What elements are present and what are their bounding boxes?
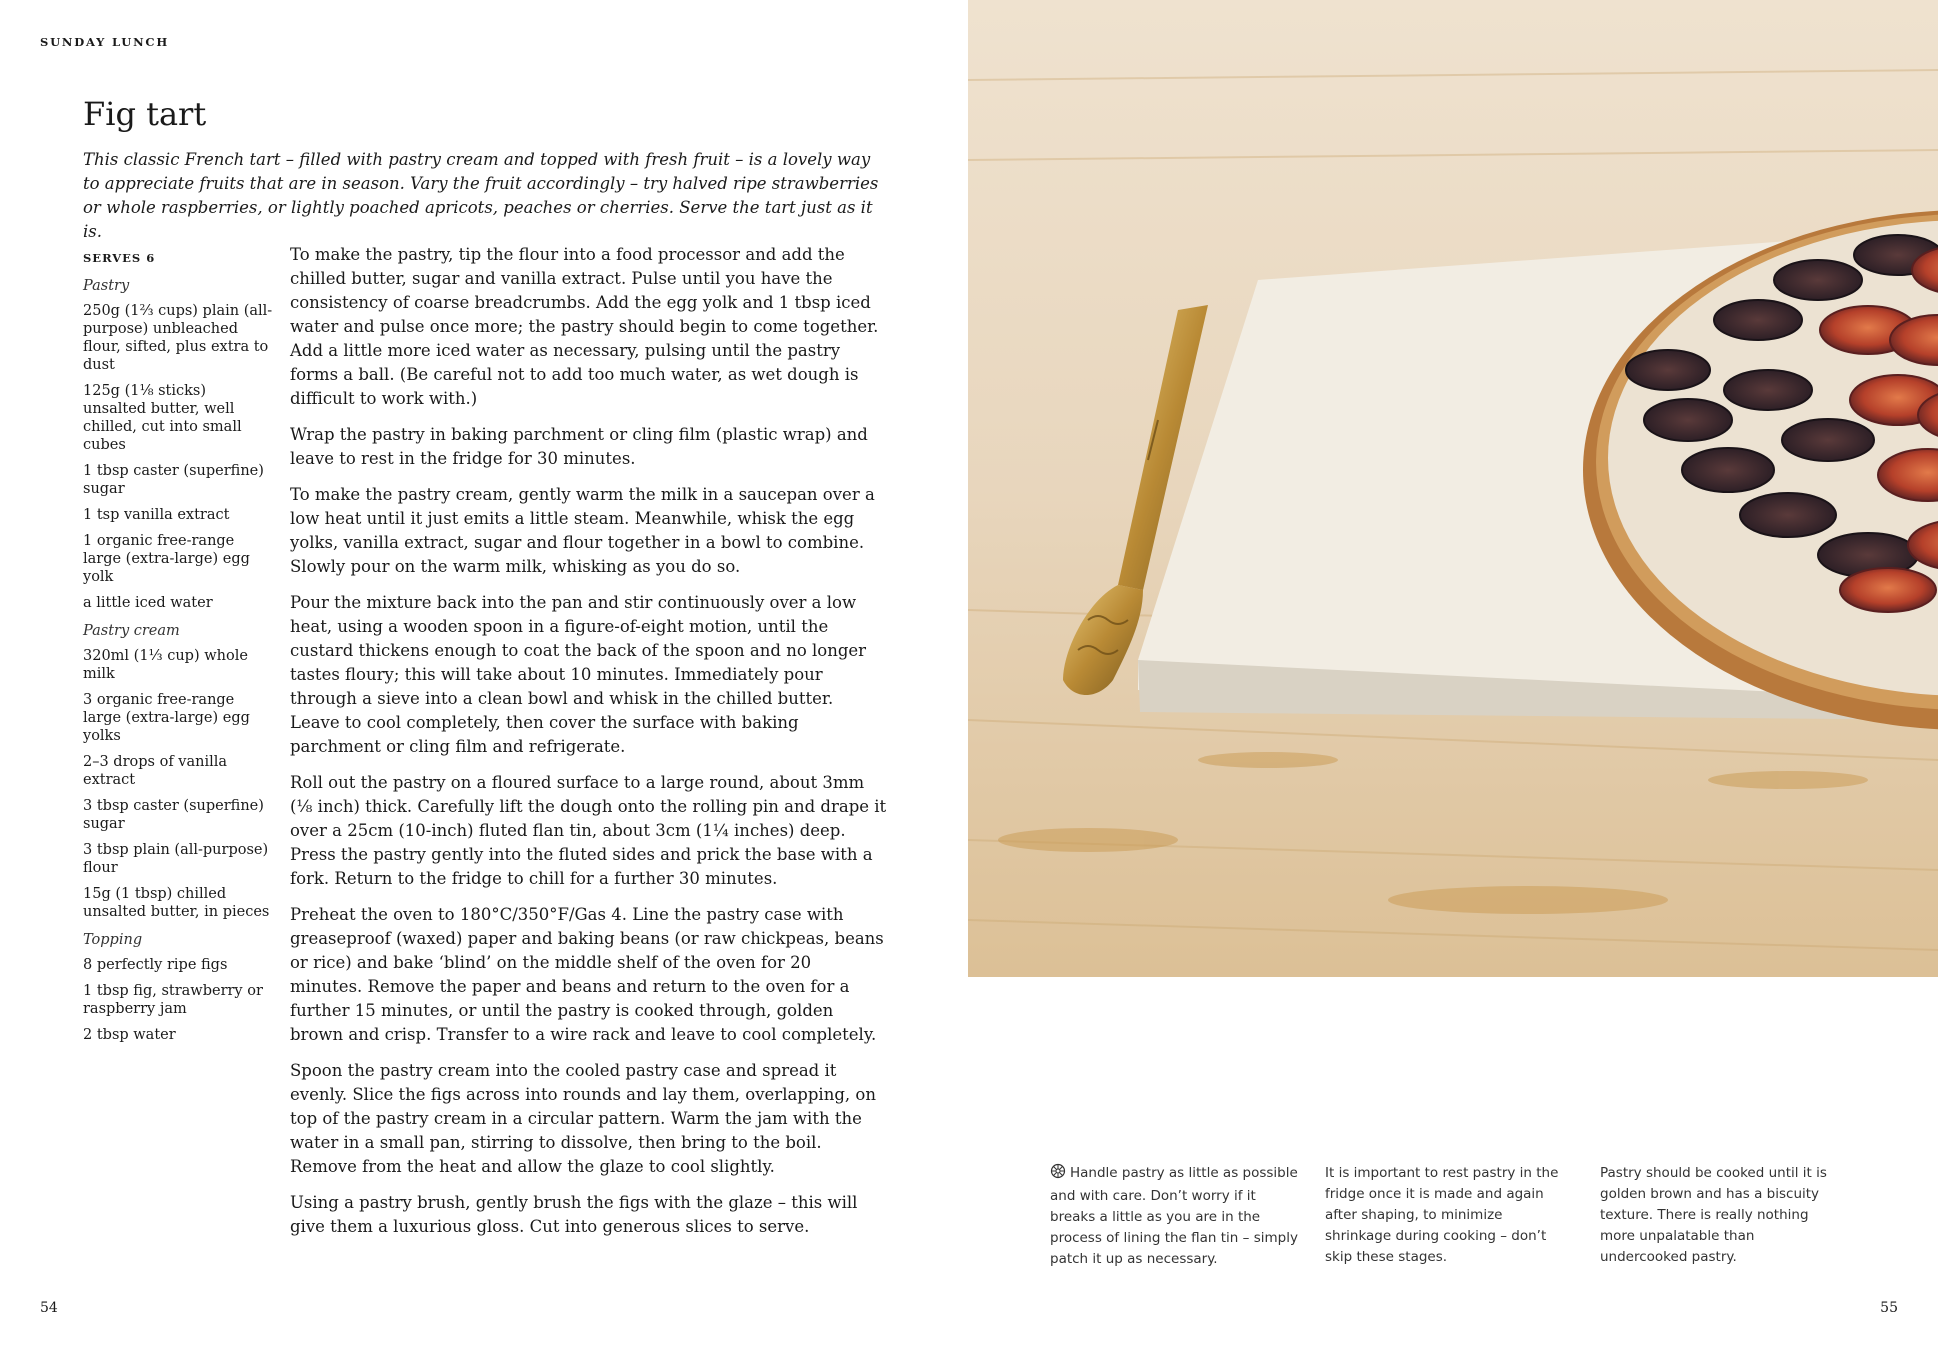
tip-text: Handle pastry as little as possible and with care. Don’t worry if it breaks a little as you are in the process of lining the flan tin – simply patch it up as necessary.: [1050, 1165, 1298, 1267]
right-page: [968, 0, 1938, 1353]
ingredient-item: 3 tbsp plain (all-purpose) flour: [83, 842, 269, 876]
method-column: [290, 243, 888, 1251]
method-paragraph: To make the pastry, tip the flour into a food processor and add the chilled butter, sugar and vanilla extract. Pulse until you have the consistency of coarse breadcrumbs. Add the egg yolk and 1 tbsp iced water and pulse once more; the pastry should begin to come together. Add a little more iced water as necessary, pulsing until the pastry forms a ball. (Be careful not to add too much water, as wet dough is difficult to work with.): [290, 245, 879, 408]
method-paragraph: Using a pastry brush, gently brush the figs with the glaze – this will give them a luxurious gloss. Cut into generous slices to serve.: [290, 1193, 858, 1236]
method-paragraph: Roll out the pastry on a floured surface to a large round, about 3mm (⅛ inch) thick. Carefully lift the dough onto the rolling pin and drape it over a 25cm (10-inch) fluted flan tin, about 3cm (1¼ inches) deep. Press the pastry gently into the fluted sides and prick the base with a fork. Return to the fridge to chill for a further 30 minutes.: [290, 773, 887, 888]
ingredients-column: [83, 249, 273, 1052]
recipe-intro: This classic French tart – filled with pastry cream and topped with fresh fruit – is a lovely way to appreciate fruits that are in season. Vary the fruit accordingly – try halved ripe strawberries or whole raspberries, or lightly poached apricots, peaches or cherries. Serve the tart just as it is.: [83, 150, 879, 241]
ingredient-item: 250g (1⅔ cups) plain (all-purpose) unbleached flour, sifted, plus extra to dust: [83, 303, 273, 373]
fig-tart-photo: [968, 0, 1938, 977]
running-head: SUNDAY LUNCH: [40, 35, 169, 49]
ingredient-item: 15g (1 tbsp) chilled unsalted butter, in pieces: [83, 886, 270, 920]
ingredient-item: 8 perfectly ripe figs: [83, 957, 228, 973]
ingredient-item: 125g (1⅛ sticks) unsalted butter, well chilled, cut into small cubes: [83, 383, 242, 453]
ingredient-item: 1 organic free-range large (extra-large) egg yolk: [83, 533, 250, 585]
serves-label: SERVES 6: [83, 251, 156, 265]
left-page: [0, 0, 968, 1353]
method-paragraph: To make the pastry cream, gently warm the milk in a saucepan over a low heat until it just emits a little steam. Meanwhile, whisk the egg yolks, vanilla extract, sugar and flour together in a bowl to combine. Slowly pour on the warm milk, whisking as you do so.: [290, 485, 875, 576]
method-paragraph: Spoon the pastry cream into the cooled pastry case and spread it evenly. Slice the figs across into rounds and lay them, overlapping, on top of the pastry cream in a circular pattern. Warm the jam with the water in a small pan, stirring to dissolve, then bring to the boil. Remove from the heat and allow the glaze to cool slightly.: [290, 1061, 876, 1176]
method-paragraph: Wrap the pastry in baking parchment or cling film (plastic wrap) and leave to rest in the fridge for 30 minutes.: [290, 425, 868, 468]
ingredient-section-heading: Pastry cream: [83, 623, 180, 639]
ingredient-item: a little iced water: [83, 595, 213, 611]
method-paragraph: Pour the mixture back into the pan and stir continuously over a low heat, using a wooden spoon in a figure-of-eight motion, until the custard thickens enough to coat the back of the spoon and no longer tastes floury; this will take about 10 minutes. Immediately pour through a sieve into a clean bowl and whisk in the chilled butter. Leave to cool completely, then cover the surface with baking parchment or cling film and refrigerate.: [290, 593, 867, 756]
tip-text: It is important to rest pastry in the fridge once it is made and again after shaping, to minimize shrinkage during cooking – don’t skip these stages.: [1325, 1165, 1559, 1265]
ingredient-item: 1 tbsp caster (superfine) sugar: [83, 463, 264, 497]
ingredient-section-heading: Topping: [83, 932, 143, 948]
ingredient-item: 3 tbsp caster (superfine) sugar: [83, 798, 264, 832]
tip-box: [1050, 1163, 1300, 1270]
tip-box: [1325, 1163, 1565, 1268]
ingredient-item: 3 organic free-range large (extra-large) egg yolks: [83, 692, 250, 744]
ingredient-section-heading: Pastry: [83, 278, 130, 294]
page-number: 54: [40, 1300, 58, 1316]
ingredient-item: 2 tbsp water: [83, 1027, 176, 1043]
ingredient-item: 1 tsp vanilla extract: [83, 507, 230, 523]
ingredient-item: 2–3 drops of vanilla extract: [83, 754, 228, 788]
flower-icon: [1050, 1163, 1066, 1186]
recipe-title: Fig tart: [83, 95, 207, 133]
ingredient-item: 1 tbsp fig, strawberry or raspberry jam: [83, 983, 263, 1017]
method-paragraph: Preheat the oven to 180°C/350°F/Gas 4. Line the pastry case with greaseproof (waxed) paper and baking beans (or raw chickpeas, beans or rice) and bake ‘blind’ on the middle shelf of the oven for 20 minutes. Remove the paper and beans and return to the oven for a further 15 minutes, or until the pastry is cooked through, golden brown and crisp. Transfer to a wire rack and leave to cool completely.: [290, 905, 884, 1044]
tip-text: Pastry should be cooked until it is golden brown and has a biscuity texture. There is really nothing more unpalatable than undercooked pastry.: [1600, 1165, 1827, 1265]
page-number: 55: [1880, 1300, 1898, 1316]
tip-box: [1600, 1163, 1830, 1268]
ingredient-item: 320ml (1⅓ cup) whole milk: [83, 648, 248, 682]
